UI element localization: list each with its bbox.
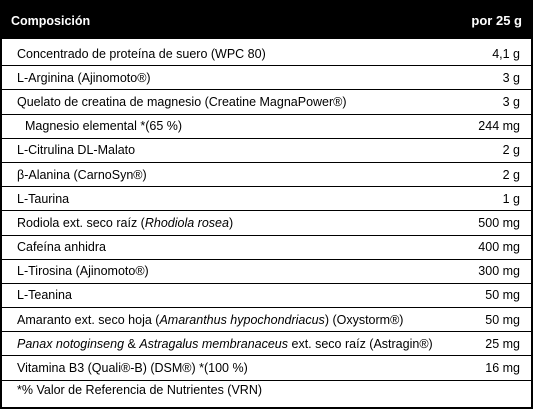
ingredient-amount: 3 g (502, 94, 520, 109)
ingredient-amount: 244 mg (478, 119, 520, 134)
header-composition-label: Composición (11, 13, 91, 28)
ingredient-name-part: L-Citrulina DL-Malato (17, 143, 136, 158)
ingredient-name (17, 264, 149, 278)
ingredient-amount: 16 mg (485, 361, 520, 376)
table-row (2, 356, 531, 380)
table-row (2, 211, 531, 235)
ingredient-name-part: Vitamina B3 (Quali®-B) (DSM®) *(100 %) (17, 361, 248, 376)
ingredient-name (17, 168, 147, 182)
ingredient-name-part: Rodiola ext. seco raíz ( (17, 215, 145, 230)
table-row (2, 139, 531, 163)
ingredient-amount: 500 mg (478, 215, 520, 230)
ingredient-amount: 300 mg (478, 264, 520, 279)
ingredient-name (17, 119, 182, 133)
ingredient-name-part: Astragalus membranaceus (139, 336, 289, 351)
ingredient-amount: 400 mg (478, 240, 520, 255)
ingredient-name-part: L-Tirosina (Ajinomoto®) (17, 264, 149, 279)
ingredient-name-part: β-Alanina (CarnoSyn®) (17, 167, 147, 182)
ingredient-name (17, 240, 106, 254)
table-body (2, 42, 531, 381)
ingredient-amount: 4,1 g (492, 46, 520, 61)
ingredient-name-part: Concentrado de proteína de suero (WPC 80) (17, 46, 266, 61)
ingredient-name (17, 143, 135, 157)
table-row (2, 236, 531, 260)
ingredient-name (17, 192, 69, 206)
ingredient-name-part: ) (Oxystorm®) (324, 312, 404, 327)
ingredient-name-part: Cafeína anhidra (17, 240, 106, 255)
table-row (2, 90, 531, 114)
table-row (2, 115, 531, 139)
ingredient-name-part: ) (228, 215, 234, 230)
ingredient-name (17, 337, 433, 351)
ingredient-amount: 2 g (502, 167, 520, 182)
table-row (2, 332, 531, 356)
ingredient-name (17, 288, 72, 302)
ingredient-name-part: Amaranto ext. seco hoja ( (17, 312, 160, 327)
ingredient-amount: 50 mg (485, 312, 520, 327)
ingredient-amount: 25 mg (485, 336, 520, 351)
table-row (2, 187, 531, 211)
ingredient-name-part: L-Teanina (17, 288, 72, 303)
table-row (2, 163, 531, 187)
ingredient-amount: 1 g (502, 191, 520, 206)
ingredient-name-part: Magnesio elemental *(65 %) (25, 119, 183, 134)
ingredient-name-part: L-Taurina (17, 191, 70, 206)
ingredient-name-part: Amaranthus hypochondriacus (159, 312, 325, 327)
ingredient-amount: 50 mg (485, 288, 520, 303)
header-serving-label: por 25 g (471, 13, 522, 28)
ingredient-name (17, 47, 266, 61)
ingredient-name-part: Rhodiola rosea (144, 215, 229, 230)
ingredient-name (17, 313, 403, 327)
table-row (2, 284, 531, 308)
ingredient-name-part: L-Arginina (Ajinomoto®) (17, 70, 151, 85)
ingredient-name-part: & (124, 336, 140, 351)
ingredient-name-part: Quelato de creatina de magnesio (Creatine MagnaPower®) (17, 94, 347, 109)
table-row (2, 308, 531, 332)
ingredient-name (17, 71, 151, 85)
ingredient-amount: 2 g (502, 143, 520, 158)
table-header (2, 2, 531, 39)
ingredient-name (17, 361, 248, 375)
ingredient-name (17, 95, 347, 109)
table-row (2, 260, 531, 284)
footnote: *% Valor de Referencia de Nutrientes (VRN) (17, 383, 263, 397)
ingredient-name (17, 216, 233, 230)
ingredient-amount: 3 g (502, 70, 520, 85)
ingredient-name-part: ext. seco raíz (Astragin®) (288, 336, 433, 351)
table-row (2, 66, 531, 90)
ingredient-name-part: Panax notoginseng (17, 336, 125, 351)
table-row (2, 42, 531, 66)
